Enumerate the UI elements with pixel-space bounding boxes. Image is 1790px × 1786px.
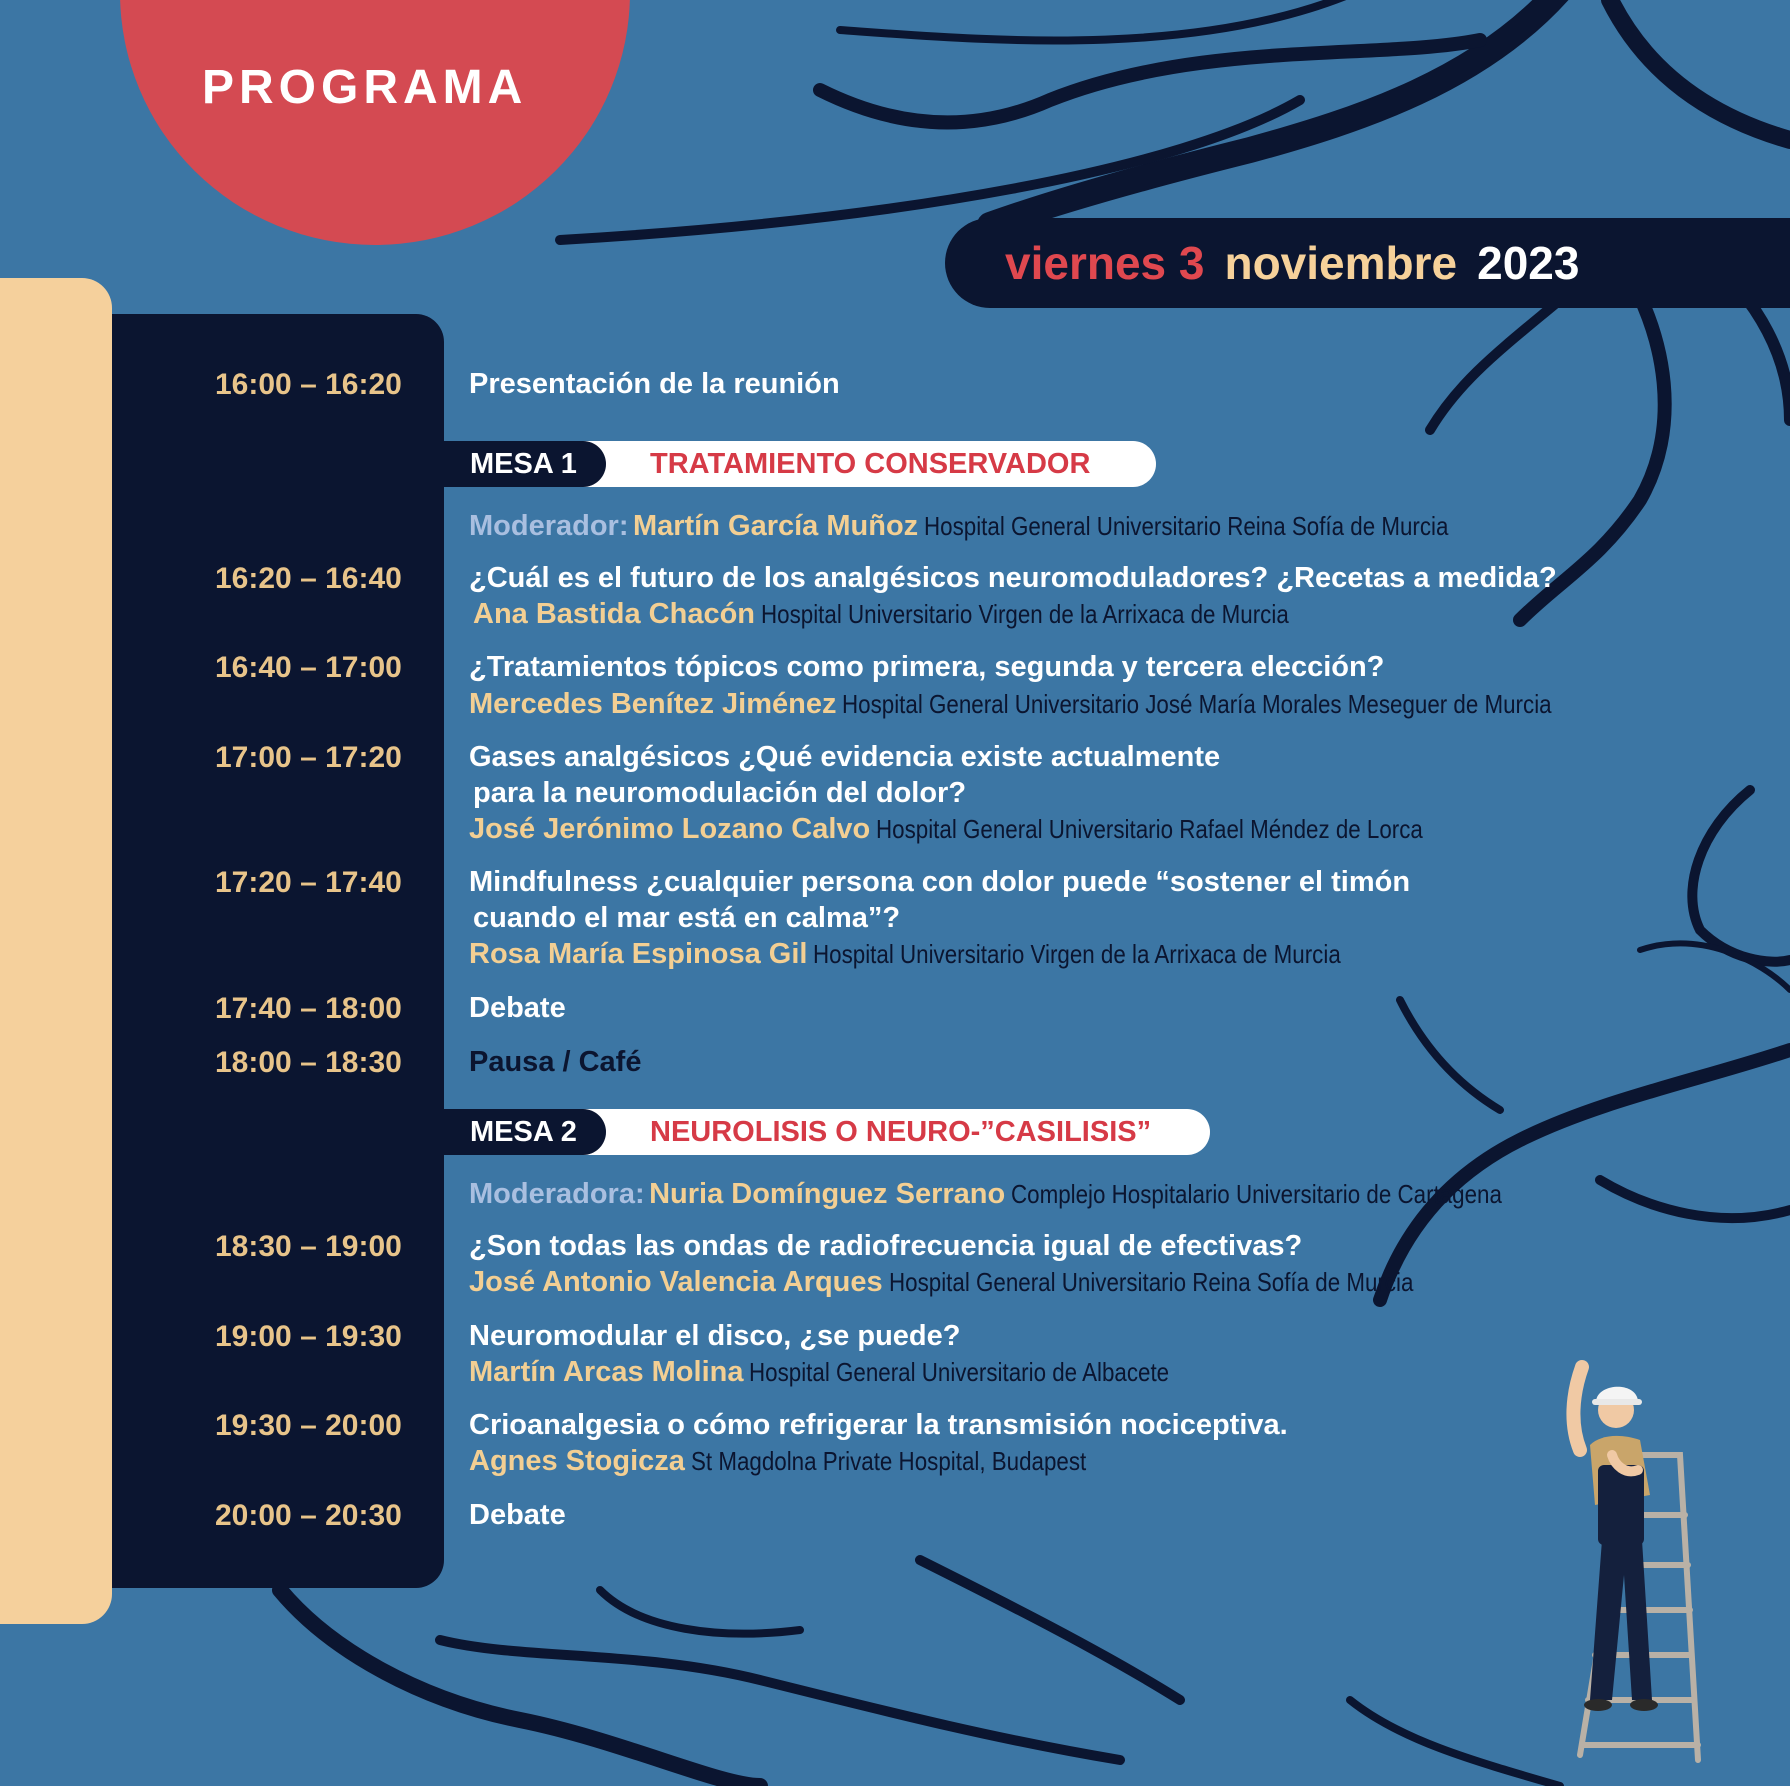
moderator-name: Martín García Muñoz xyxy=(632,510,919,542)
mesa2-tag: MESA 2 xyxy=(444,1109,606,1155)
time-talk: 19:00 – 19:30 xyxy=(215,1320,402,1353)
speaker-name: Agnes Stogicza xyxy=(469,1445,685,1477)
talk-title-cont: para la neuromodulación del dolor? xyxy=(473,777,967,809)
speaker-name: José Jerónimo Lozano Calvo xyxy=(469,813,871,845)
mesa2-moderator xyxy=(469,1176,1582,1217)
page-title: PROGRAMA xyxy=(202,61,528,114)
mesa1-tag: MESA 1 xyxy=(444,441,606,487)
item-debate: Debate xyxy=(469,1499,566,1531)
time-break: 18:00 – 18:30 xyxy=(215,1046,402,1079)
mesa1-header xyxy=(444,441,1156,487)
talk-title-cont: cuando el mar está en calma”? xyxy=(473,902,901,934)
talk-title: ¿Son todas las ondas de radiofrecuencia igual de efectivas? xyxy=(469,1230,1303,1262)
time-talk: 17:20 – 17:40 xyxy=(215,866,402,899)
speaker-hospital: Hospital General Universitario Reina Sofía de Murcia xyxy=(888,1267,1414,1297)
moderator-hospital: Hospital General Universitario Reina Sofía de Murcia xyxy=(924,511,1449,541)
time-column xyxy=(112,314,444,1588)
speaker-hospital: Hospital Universitario Virgen de la Arrixaca de Murcia xyxy=(813,939,1342,969)
moderator-name: Nuria Domínguez Serrano xyxy=(649,1178,1006,1210)
event-date xyxy=(1005,236,1579,290)
moderator-label: Moderadora: xyxy=(469,1178,645,1210)
mesa1-moderator xyxy=(469,508,1534,549)
talk-title: Neuromodular el disco, ¿se puede? xyxy=(469,1320,961,1352)
item-opening: Presentación de la reunión xyxy=(469,368,840,400)
talk-speaker xyxy=(469,1264,1498,1305)
talk-speaker xyxy=(469,811,1512,852)
time-talk: 17:00 – 17:20 xyxy=(215,741,402,774)
item-debate: Debate xyxy=(469,992,566,1024)
speaker-hospital: Hospital Universitario Virgen de la Arrixaca de Murcia xyxy=(761,599,1289,629)
moderator-label: Moderador: xyxy=(469,510,629,542)
talk-speaker xyxy=(469,686,1668,727)
item-break: Pausa / Café xyxy=(469,1046,642,1078)
speaker-name: Rosa María Espinosa Gil xyxy=(469,938,808,970)
time-talk: 19:30 – 20:00 xyxy=(215,1409,402,1442)
time-talk: 16:40 – 17:00 xyxy=(215,651,402,684)
talk-title: ¿Tratamientos tópicos como primera, segunda y tercera elección? xyxy=(469,651,1385,683)
talk-speaker xyxy=(469,1354,1238,1395)
speaker-hospital: Hospital General Universitario de Albacete xyxy=(749,1357,1170,1387)
talk-title: Gases analgésicos ¿Qué evidencia existe actualmente xyxy=(469,741,1221,773)
speaker-hospital: Hospital General Universitario José María Morales Meseguer de Murcia xyxy=(842,689,1553,719)
time-debate: 20:00 – 20:30 xyxy=(215,1499,402,1532)
mesa1-title: TRATAMIENTO CONSERVADOR xyxy=(650,448,1091,480)
talk-title: Mindfulness ¿cualquier persona con dolor puede “sostener el timón xyxy=(469,866,1411,898)
date-weekday-day: viernes 3 xyxy=(1005,237,1205,289)
talk-speaker xyxy=(469,1443,1151,1484)
time-talk: 16:20 – 16:40 xyxy=(215,562,402,595)
worker-ladder-illustration xyxy=(1520,1355,1720,1765)
time-talk: 18:30 – 19:00 xyxy=(215,1230,402,1263)
speaker-name: Martín Arcas Molina xyxy=(469,1356,744,1388)
moderator-hospital: Complejo Hospitalario Universitario de Cartagena xyxy=(1011,1179,1503,1209)
speaker-hospital: Hospital General Universitario Rafael Méndez de Lorca xyxy=(876,814,1424,844)
speaker-name: Mercedes Benítez Jiménez xyxy=(469,688,837,720)
side-stripe xyxy=(0,278,112,1624)
talk-title: ¿Cuál es el futuro de los analgésicos neuromoduladores? ¿Recetas a medida? xyxy=(469,562,1557,594)
speaker-name: José Antonio Valencia Arques xyxy=(469,1266,883,1298)
talk-title: Crioanalgesia o cómo refrigerar la transmisión nociceptiva. xyxy=(469,1409,1288,1441)
time-debate: 17:40 – 18:00 xyxy=(215,992,402,1025)
talk-speaker xyxy=(469,936,1427,977)
speaker-name: Ana Bastida Chacón xyxy=(473,598,755,630)
date-month: noviembre xyxy=(1224,237,1458,289)
time-opening: 16:00 – 16:20 xyxy=(215,368,402,401)
date-year: 2023 xyxy=(1477,237,1580,289)
talk-speaker xyxy=(473,596,1375,637)
mesa2-header xyxy=(444,1109,1210,1155)
speaker-hospital: St Magdolna Private Hospital, Budapest xyxy=(690,1446,1087,1476)
mesa2-title: NEUROLISIS O NEURO-”CASILISIS” xyxy=(650,1116,1152,1148)
